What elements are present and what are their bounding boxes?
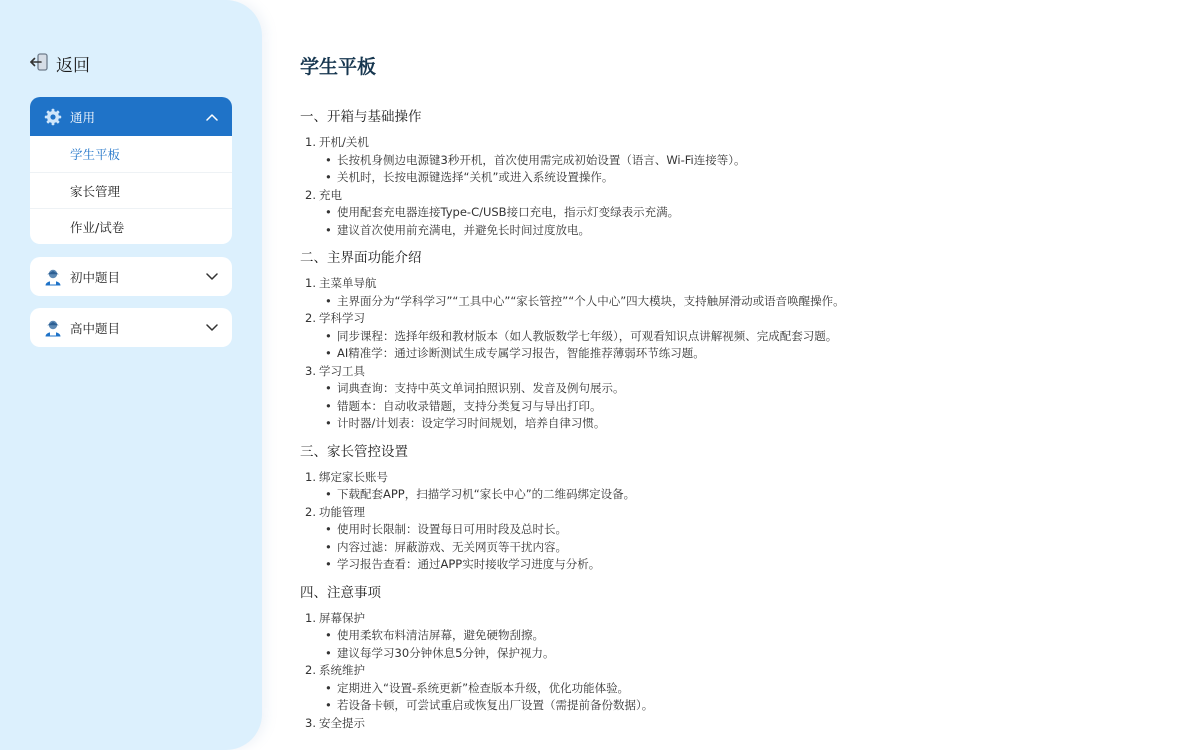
bullet-item [300, 169, 1180, 187]
bullet-dot: • [325, 698, 332, 712]
bullet-text: 错题本：自动收录错题，支持分类复习与导出打印。 [337, 398, 602, 413]
item-number: 3. [305, 715, 316, 730]
bullet-dot: • [325, 487, 332, 501]
chevron-up-icon [206, 113, 218, 121]
numbered-item [300, 504, 1180, 522]
menu-group-label: 通用 [70, 109, 96, 125]
bullet-text: 主界面分为“学科学习”“工具中心”“家长管控”“个人中心”四大模块，支持触屏滑动或语音唤醒操作。 [337, 293, 845, 308]
menu-group-senior-high [30, 308, 232, 347]
section-title: 一、开箱与基础操作 [300, 109, 422, 125]
bullet-dot: • [325, 293, 332, 308]
numbered-item [300, 275, 1180, 293]
main-content [300, 0, 1180, 750]
bullet-text: AI精准学：通过诊断测试生成专属学习报告，智能推荐薄弱环节练习题。 [337, 346, 705, 360]
item-title: 学科学习 [319, 311, 365, 325]
item-title: 功能管理 [319, 504, 365, 519]
bullet-dot: • [325, 328, 332, 343]
menu-sub-list [30, 136, 232, 244]
back-door-icon [30, 50, 50, 76]
bullet-item [300, 204, 1180, 222]
bullet-item [300, 645, 1180, 663]
bullet-dot: • [325, 398, 332, 413]
item-title: 绑定家长账号 [319, 469, 388, 484]
section-title: 二、主界面功能介绍 [300, 250, 422, 266]
numbered-item [300, 310, 1180, 328]
bullet-item [300, 398, 1180, 416]
numbered-item [300, 715, 1180, 733]
chevron-down-icon [206, 324, 218, 332]
menu-group-header-junior-high[interactable] [30, 257, 232, 296]
bullet-dot: • [325, 680, 332, 695]
menu-group-header-senior-high[interactable] [30, 308, 232, 347]
bullet-text: 内容过滤：屏蔽游戏、无关网页等干扰内容。 [337, 539, 567, 554]
bullet-text: 长按机身侧边电源键3秒开机，首次使用需完成初始设置（语言、Wi-Fi连接等）。 [337, 152, 746, 167]
bullet-item [300, 539, 1180, 557]
bullet-item [300, 380, 1180, 398]
item-number: 2. [305, 311, 316, 325]
item-title: 学习工具 [319, 363, 365, 378]
item-title: 开机/关机 [319, 135, 369, 149]
bullet-dot: • [325, 222, 332, 237]
bullet-text: 关机时，长按电源键选择“关机”或进入系统设置操作。 [337, 170, 614, 184]
item-number: 2. [305, 187, 316, 202]
bullet-item [300, 152, 1180, 170]
bullet-text: 学习报告查看：通过APP实时接收学习进度与分析。 [337, 557, 601, 571]
numbered-item [300, 469, 1180, 487]
item-number: 2. [305, 504, 316, 519]
menu-group-label: 高中题目 [70, 320, 121, 336]
numbered-item [300, 187, 1180, 205]
menu-item-homework-exam[interactable]: 作业/试卷 [30, 208, 232, 244]
bullet-dot: • [325, 170, 332, 184]
bullet-item [300, 556, 1180, 574]
bullet-item [300, 697, 1180, 715]
item-number: 1. [305, 135, 316, 149]
bullet-item [300, 627, 1180, 645]
numbered-item [300, 134, 1180, 152]
bullet-text: 计时器/计划表：设定学习时间规划，培养自律习惯。 [337, 416, 606, 430]
bullet-text: 建议首次使用前充满电，并避免长时间过度放电。 [337, 222, 590, 237]
bullet-dot: • [325, 557, 332, 571]
bullet-text: 下载配套APP，扫描学习机“家长中心”的二维码绑定设备。 [337, 487, 636, 501]
bullet-item [300, 293, 1180, 311]
item-number: 3. [305, 363, 316, 378]
back-label: 返回 [56, 55, 90, 76]
menu-group-general [30, 97, 232, 244]
bullet-item [300, 345, 1180, 363]
bullet-text: 定期进入“设置-系统更新”检查版本升级，优化功能体验。 [337, 680, 630, 695]
student-icon [44, 319, 62, 337]
chevron-down-icon [206, 273, 218, 281]
doc-section [300, 441, 1180, 574]
bullet-text: 使用配套充电器连接Type-C/USB接口充电，指示灯变绿表示充满。 [337, 205, 680, 219]
bullet-dot: • [325, 416, 332, 430]
menu-group-label: 初中题目 [70, 269, 121, 285]
doc-section [300, 106, 1180, 239]
student-icon [44, 268, 62, 286]
bullet-text: 词典查询：支持中英文单词拍照识别、发音及例句展示。 [337, 381, 625, 395]
item-title: 安全提示 [319, 715, 365, 730]
bullet-dot: • [325, 346, 332, 360]
bullet-text: 使用柔软布料清洁屏幕，避免硬物刮擦。 [337, 628, 544, 642]
bullet-dot: • [325, 205, 332, 219]
section-title: 四、注意事项 [300, 584, 381, 601]
bullet-dot: • [325, 152, 332, 167]
bullet-item [300, 486, 1180, 504]
bullet-item [300, 222, 1180, 240]
bullet-item [300, 415, 1180, 433]
bullet-text: 若设备卡顿，可尝试重启或恢复出厂设置（需提前备份数据）。 [337, 698, 654, 712]
menu-item-parent-management[interactable]: 家长管理 [30, 172, 232, 208]
document-body [300, 106, 1180, 740]
bullet-dot: • [325, 645, 332, 660]
bullet-dot: • [325, 539, 332, 554]
menu-group-header-general[interactable] [30, 97, 232, 136]
item-title: 屏幕保护 [319, 610, 365, 625]
bullet-text: 建议每学习30分钟休息5分钟，保护视力。 [337, 645, 555, 660]
item-title: 充电 [319, 187, 342, 202]
item-number: 2. [305, 663, 316, 677]
item-number: 1. [305, 610, 316, 625]
numbered-item [300, 662, 1180, 680]
doc-section [300, 582, 1180, 733]
numbered-item [300, 363, 1180, 381]
sidebar [0, 0, 262, 750]
bullet-text: 同步课程：选择年级和教材版本（如人教版数学七年级），可观看知识点讲解视频、完成配套习题。 [337, 328, 838, 343]
section-title: 三、家长管控设置 [300, 443, 408, 460]
bullet-item [300, 328, 1180, 346]
bullet-text: 使用时长限制：设置每日可用时段及总时长。 [337, 522, 567, 536]
doc-section [300, 247, 1180, 433]
page-title: 学生平板 [300, 56, 377, 78]
item-title: 主菜单导航 [319, 276, 377, 290]
menu-item-student-tablet[interactable]: 学生平板 [70, 147, 121, 162]
gear-icon [44, 108, 62, 126]
bullet-dot: • [325, 522, 332, 536]
bullet-dot: • [325, 381, 332, 395]
item-number: 1. [305, 469, 316, 484]
bullet-dot: • [325, 628, 332, 642]
back-button[interactable] [30, 50, 90, 76]
bullet-item [300, 680, 1180, 698]
item-number: 1. [305, 276, 316, 290]
bullet-item [300, 521, 1180, 539]
item-title: 系统维护 [319, 663, 365, 677]
menu-group-junior-high [30, 257, 232, 296]
numbered-item [300, 610, 1180, 628]
